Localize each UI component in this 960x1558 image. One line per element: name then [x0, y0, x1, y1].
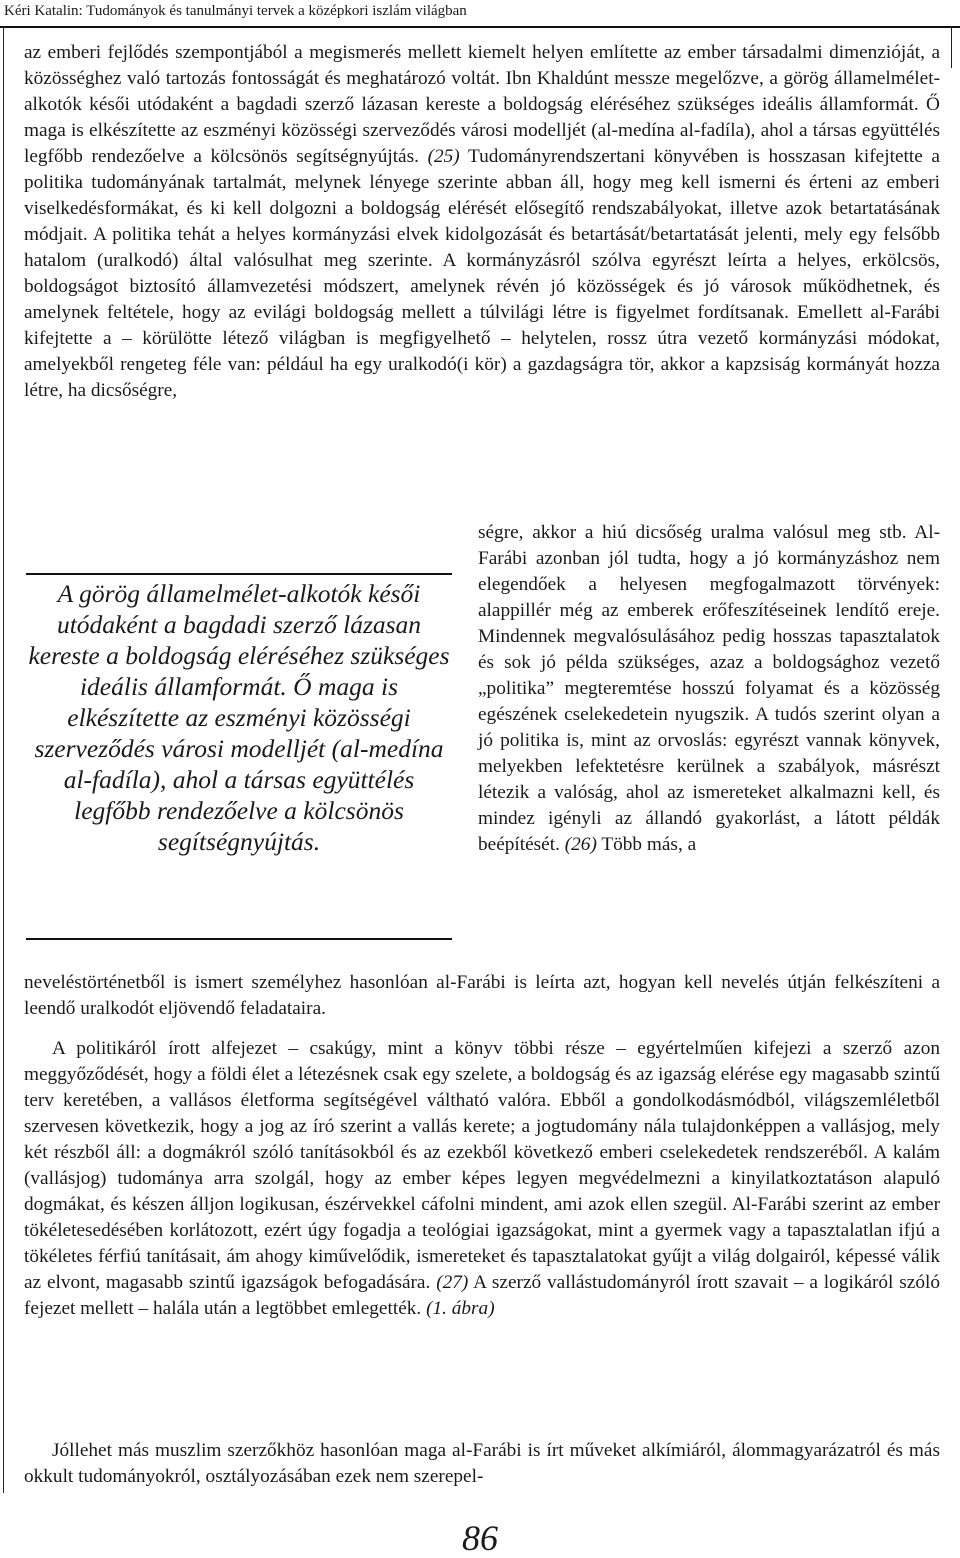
- pullquote: A görög államelmélet-alkotók késői utódaként a bagdadi szerző lázasan kereste a boldogság eléréséhez szükséges ideális államformát. Ő maga is elkészítette az eszményi közösségi szerveződés városi modelljét (al-medína al-fadíla), ahol a társas együttélés legfőbb rendezőelve a kölcsönös segítségnyújtás.: [28, 579, 450, 856]
- pullquote-bottom-rule: [26, 938, 452, 940]
- right-margin-rule: [951, 28, 952, 68]
- footnote-ref-26: (26): [564, 834, 597, 855]
- p1-text-b: Tudományrendszertani könyvében is hosszasan kifejtette a politika tudományának tartalmát, melynek lényege szerinte abban áll, hogy meg kell ismerni és érteni az emberi viselkedésformákat, és ki kell dolgozni a boldogság elérését elősegítő rendszabályokat, illetve azok betartatásának módjait. A politika tehát a helyes kormányzási elvek kidolgozását és betartását/betartatását jelenti, mely egy felsőbb hatalom (uralkodó) által valósulhat meg szerinte. A kormányzásról szólva egyrészt leírta a helyes, erkölcsös, boldogságot biztosító államvezetési módszert, amelynek révén jó közösségek és jó városok működhetnek, és amelynek feltétele, hogy az evilági boldogság mellett a túlvilági létre is figyelmet fordítsanak. Emellett al-Farábi kifejtette a – körülötte létező világban is megfigyelhető – helytelen, rossz útra vezető kormányzási módokat, amelyekből rengeteg féle van: például ha egy uralkodó(i kör) a gazdagságra tör, akkor a kapzsiság kormányát hozza létre, ha dicsőségre,: [24, 146, 940, 401]
- body-paragraph-1: [24, 40, 940, 404]
- running-title: Kéri Katalin: Tudományok és tanulmányi tervek a középkori iszlám világban: [4, 3, 467, 19]
- header-rule: [0, 26, 960, 28]
- pullquote-top-rule: [26, 573, 452, 575]
- footnote-ref-27: (27): [436, 1272, 469, 1293]
- figure-ref: (1. ábra): [426, 1298, 495, 1319]
- body-paragraph-1-continued: neveléstörténetből is ismert személyhez hasonlóan al-Farábi is leírta azt, hogyan kell nevelés útján felkészíteni a leendő uralkodót eljövendő feladataira.: [24, 972, 940, 1019]
- wrap-text-a: ségre, akkor a hiú dicsőség uralma valósul meg stb. Al-Farábi azonban jól tudta, hogy a jó kormányzáshoz nem elegendőek a helyesen megfogalmazott törvények: alappillér még az emberek erőfeszítéseinek lendítő ereje. Mindennek megvalósulásához pedig hosszas tapasztalatok és sok jó példa szükséges, azaz a boldogsághoz vezető „politika” megteremtése hosszú folyamat és a közösség egészének cselekedetein nyugszik. A tudós szerint olyan a jó politika is, mint az orvoslás: egyrészt vannak könyvek, melyekben lefektetésre kerülnek a szabályok, másrészt létezik a valóság, ahol az ismereteket alkalmazni kell, és mindez igényli az állandó gyakorlást, a látott példák beépítését.: [478, 522, 940, 855]
- p2-text-b: A szerző vallástudományról írott szavait – a logikáról szóló fejezet mellett – halála után a legtöbbet emlegették.: [24, 1272, 940, 1319]
- wrapped-column-text: [478, 520, 940, 858]
- body-paragraph-3: Jóllehet más muszlim szerzőkhöz hasonlóan maga al-Farábi is írt műveket alkímiáról, álommagyarázatról és más okkult tudományokról, osztályozásában ezek nem szerepel-: [24, 1440, 940, 1487]
- p1-text-a: az emberi fejlődés szempontjából a megismerés mellett kiemelt helyen említette az ember társadalmi dimenzióját, a közösséghez való tartozás fontosságát és meghatározó voltát. Ibn Khaldúnt messze megelőzve, a görög államelmélet-alkotók késői utódaként a bagdadi szerző lázasan kereste a boldogság eléréséhez szükséges ideális államformát. Ő maga is elkészítette az eszményi közösségi szerveződés városi modelljét (al-medína al-fadíla), ahol a társas együttélés legfőbb rendezőelve a kölcsönös segítségnyújtás.: [24, 42, 940, 167]
- footnote-ref-25: (25): [427, 146, 460, 167]
- left-margin-rule: [3, 28, 4, 1493]
- wrap-text-b: Több más, a: [601, 834, 697, 855]
- page-number: 86: [462, 1518, 498, 1558]
- running-header: [0, 0, 960, 28]
- body-paragraph-2: [24, 1036, 940, 1322]
- p2-text-a: A politikáról írott alfejezet – csakúgy, mint a könyv többi része – egyértelműen kifejezi a szerző azon meggyőződését, hogy a földi élet a létezésnek csak egy szelete, a boldogság és az igazság elérése egy magasabb szintű terv keretében, a vallásos életforma segítségével váltható valóra. Ebből a gondolkodásmódból, világszemléletből szervesen következik, hogy a jog az író szerint a vallás kerete; a jogtudomány nála tulajdonképpen a vallásjog, mely két részből áll: a dogmákról szóló tanításokból és az ezekből következő emberi cselekedetek rendszeréből. A kalám (vallásjog) tudománya arra szolgál, hogy az ember képes legyen megvédelmezni a kinyilatkoztatáson alapuló dogmákat, és készen álljon logikusan, észérvekkel cáfolni mindent, ami azok ellen szegül. Al-Farábi szerint az ember tökéletesedésében korlátozott, ezért úgy fogadja a teológiai igazságokat, mint a gyermek vagy a tapasztalatlan ifjú a tökéletes férfiú tanításait, ám ahogy kiművelődik, ismereteket és tapasztalatokat gyűjt a világ dolgairól, képessé válik az elvont, magasabb szintű igazságok befogadására.: [24, 1038, 940, 1293]
